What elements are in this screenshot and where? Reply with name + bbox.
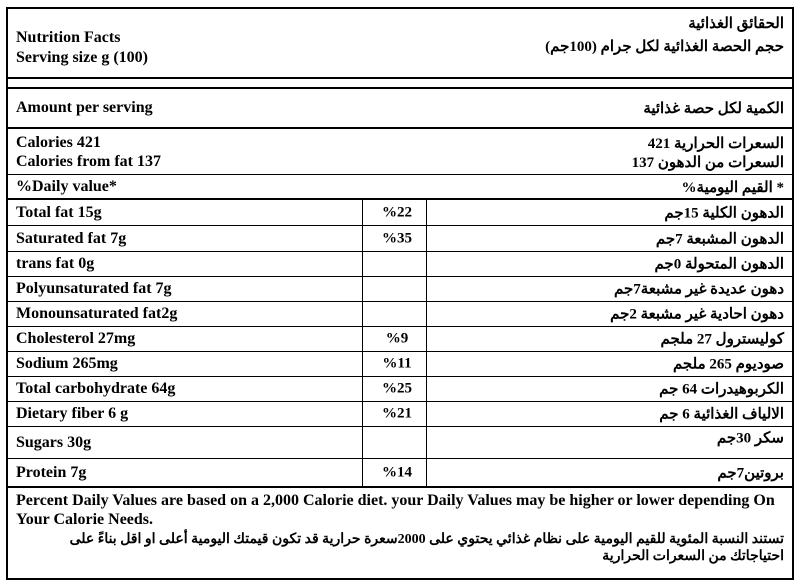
table-row <box>8 377 792 402</box>
nutrient-en: Polyunsaturated fat 7g <box>16 280 172 297</box>
table-row <box>8 402 792 427</box>
footer-note-en: Percent Daily Values are based on a 2,000 Calorie diet. your Daily Values may be higher or lower depending On Your Calorie Needs. <box>16 492 775 528</box>
table-row <box>8 302 792 327</box>
calories-from-fat-ar: السعرات من الدهون 137 <box>631 155 784 171</box>
header-section <box>8 9 792 79</box>
nutrient-ar: صوديوم 265 ملجم <box>672 356 784 373</box>
nutrient-en: Monounsaturated fat2g <box>16 305 178 322</box>
nutrient-en: Total fat 15g <box>16 203 102 221</box>
table-row <box>8 427 792 459</box>
nutrient-ar: دهون عديدة غير مشبعة7جم <box>614 281 784 298</box>
nutrient-ar: سكر 30جم <box>716 430 784 447</box>
table-row <box>8 200 792 226</box>
amount-per-serving-en: Amount per serving <box>16 99 153 116</box>
nutrient-percent: %21 <box>382 405 412 422</box>
calories-en: Calories 421 <box>16 134 101 151</box>
serving-size-ar: حجم الحصة الغذائية لكل جرام (100جم) <box>545 39 784 55</box>
nutrient-ar: الدهون المشبعة 7جم <box>655 231 784 247</box>
nutrient-ar: الدهون الكلية 15جم <box>664 205 784 221</box>
nutrient-percent: %22 <box>382 204 412 220</box>
table-row <box>8 327 792 352</box>
nutrient-table <box>8 200 792 488</box>
daily-value-en: %Daily value* <box>16 178 117 195</box>
title-en: Nutrition Facts <box>16 29 121 46</box>
nutrient-ar: الالياف الغذائية 6 جم <box>659 406 784 423</box>
table-row <box>8 459 792 486</box>
table-row <box>8 226 792 252</box>
nutrient-ar: الدهون المتحولة 0جم <box>654 256 784 273</box>
table-row <box>8 252 792 277</box>
nutrition-label <box>6 7 794 580</box>
nutrient-en: Dietary fiber 6 g <box>16 405 129 422</box>
calories-from-fat-en: Calories from fat 137 <box>16 153 161 170</box>
nutrient-en: Sodium 265mg <box>16 355 118 372</box>
calories-section <box>8 129 792 175</box>
nutrient-ar: دهون احادية غير مشبعة 2جم <box>610 306 784 323</box>
nutrient-percent: %11 <box>382 355 412 372</box>
daily-value-ar: * القيم اليومية% <box>681 180 784 196</box>
nutrient-percent: %14 <box>382 464 412 480</box>
separator-band <box>8 79 792 89</box>
nutrient-ar: بروتين7جم <box>717 465 784 481</box>
serving-size-en: Serving size g (100) <box>16 49 148 66</box>
daily-value-header <box>8 175 792 200</box>
nutrient-ar: الكربوهيدرات 64 جم <box>659 381 784 398</box>
nutrient-en: Sugars 30g <box>16 433 92 451</box>
calories-ar: السعرات الحرارية 421 <box>647 136 784 152</box>
nutrient-ar: كوليسترول 27 ملجم <box>660 331 784 348</box>
amount-section <box>8 89 792 129</box>
nutrient-en: Cholesterol 27mg <box>16 330 136 347</box>
nutrient-percent: %9 <box>385 330 409 347</box>
amount-per-serving-ar: الكمية لكل حصة غذائية <box>643 101 784 117</box>
nutrient-percent: %25 <box>382 380 412 397</box>
nutrient-percent: %35 <box>382 230 412 246</box>
nutrient-en: Saturated fat 7g <box>16 229 127 247</box>
nutrient-en: trans fat 0g <box>16 255 95 272</box>
footer-note-ar: تستند النسبة المئوية للقيم اليومية على نظام غذائي يحتوي على 2000سعرة حرارية قد تكون قيمتك اليومية أعلى او اقل بناءً على احتياجاتك من السعرات الحرارية <box>69 532 784 564</box>
nutrient-en: Total carbohydrate 64g <box>16 380 176 397</box>
nutrient-en: Protein 7g <box>16 463 87 481</box>
table-row <box>8 352 792 377</box>
table-row <box>8 277 792 302</box>
title-ar: الحقائق الغذائية <box>688 16 784 32</box>
